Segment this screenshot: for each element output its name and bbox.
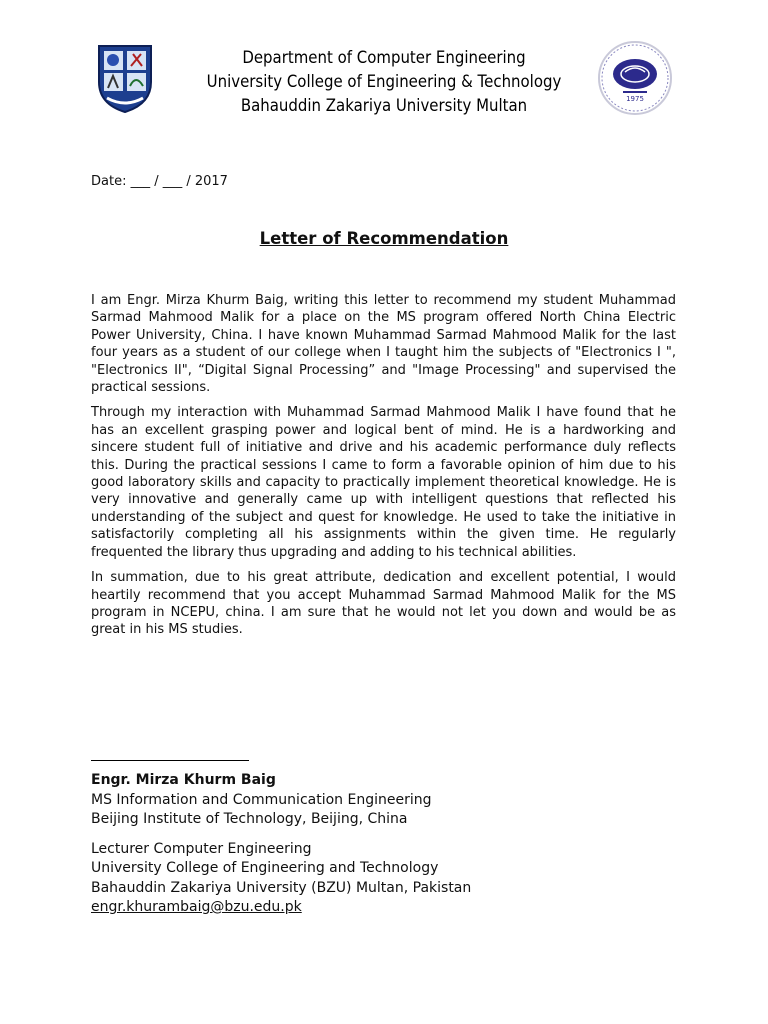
signatory-degree: MS Information and Communication Engineering: [91, 791, 432, 808]
signatory-email-link[interactable]: engr.khurambaig@bzu.edu.pk: [91, 899, 302, 915]
university-name: Bahauddin Zakariya University Multan: [240, 96, 528, 116]
signature-block: [91, 771, 691, 918]
letter-title: Letter of Recommendation: [259, 229, 509, 248]
letter-body: [91, 292, 676, 647]
paragraph-assessment: Through my interaction with Muhammad Sarmad Mahmood Malik I have found that he has an excellent grasping power and logical bent of mind. He is a hardworking and sincere student full of initiative and drive and his academic performance duly reflects this. During the practical sessions I came to form a favorable opinion of him due to his good laboratory skills and capacity to practically implement theoretical knowledge. He is very innovative and generally came up with intelligent questions that reflected his understanding of the subject and quest for knowledge. He used to take the initiative in satisfactorily completing all his assignments within the given time. He regularly frequented the library thus upgrading and adding to his technical abilities.: [91, 405, 676, 560]
seal-year: 1975: [626, 95, 644, 103]
signatory-degree-institute: Beijing Institute of Technology, Beijing, China: [91, 811, 408, 827]
department-name: Department of Computer Engineering: [242, 48, 526, 68]
university-seal-logo: [595, 40, 675, 116]
signature-spacer: [91, 830, 691, 840]
paragraph-introduction: I am Engr. Mirza Khurm Baig, writing this letter to recommend my student Muhammad Sarmad Mahmood Malik for a place on the MS program offered North China Electric Power University, China. I have known Muhammad Sarmad Mahmood Malik for the last four years as a student of our college when I taught him the subjects of "Electronics I ", "Electronics II", “Digital Signal Processing” and "Image Processing" and supervised the practical sessions.: [91, 293, 676, 396]
college-name: University College of Engineering & Technology: [206, 72, 562, 92]
signatory-name: Engr. Mirza Khurm Baig: [91, 772, 276, 788]
date-line: Date: ___ / ___ / 2017: [91, 174, 228, 189]
letterhead: [187, 46, 581, 118]
signatory-university: Bahauddin Zakariya University (BZU) Multan, Pakistan: [91, 879, 472, 896]
signature-line: [91, 760, 249, 761]
university-seal-icon: [595, 40, 675, 116]
paragraph-conclusion: In summation, due to his great attribute, dedication and excellent potential, I would heartily recommend that you accept Muhammad Sarmad Mahmood Malik for the MS program in NCEPU, china. I am sure that he would not let you down and would be as great in his MS studies.: [91, 570, 676, 638]
college-crest-logo: [95, 42, 155, 114]
college-crest-icon: [95, 42, 155, 114]
signatory-position: Lecturer Computer Engineering: [91, 840, 312, 857]
signatory-college: University College of Engineering and Technology: [91, 860, 439, 876]
